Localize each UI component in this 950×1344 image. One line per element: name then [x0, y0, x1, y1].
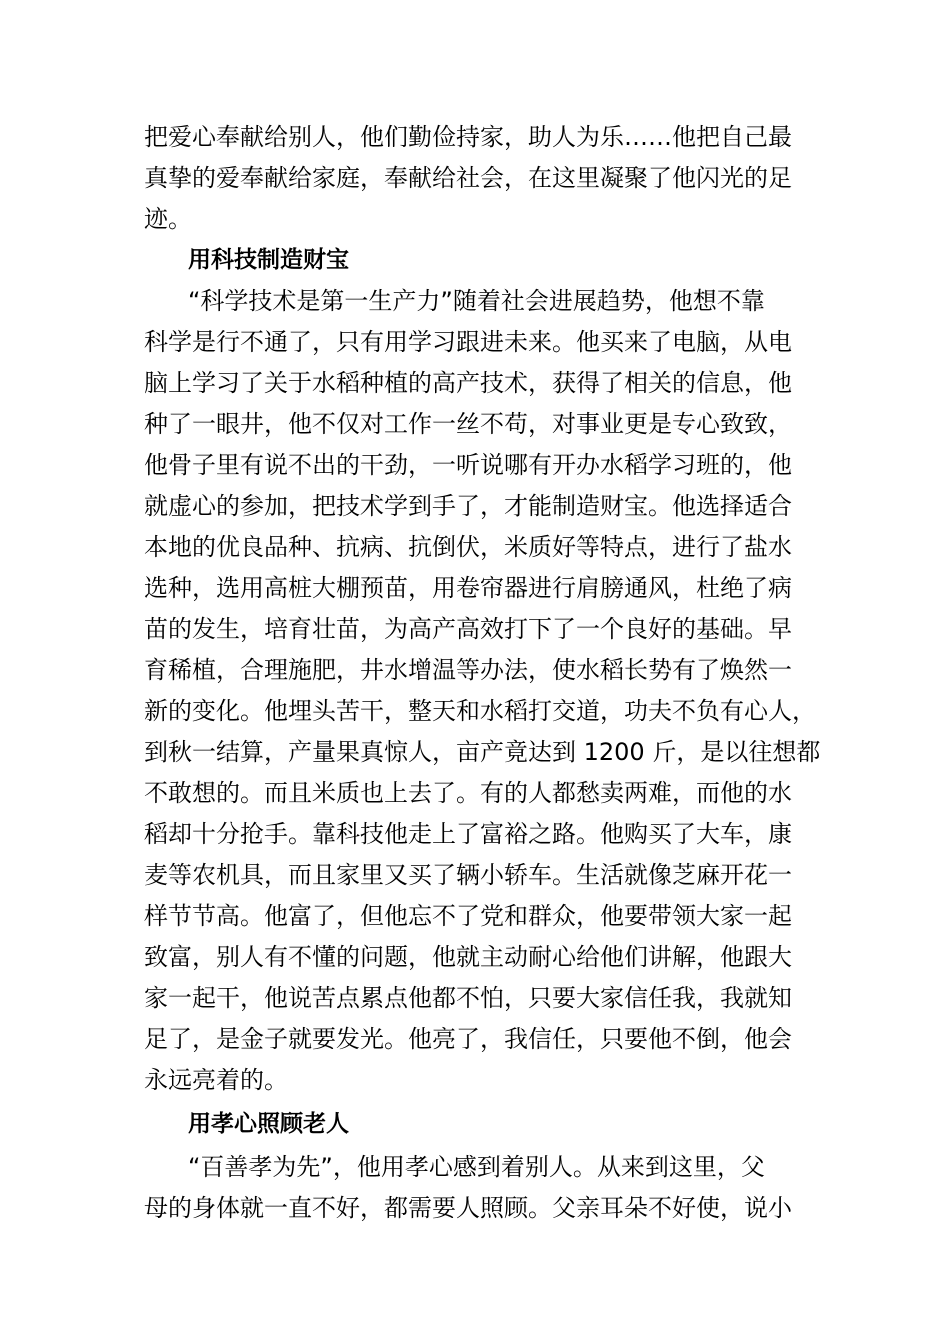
- paragraph-2-line-8: 选种，选用高桩大棚预苗，用卷帘器进行肩膀通风，杜绝了病: [144, 574, 792, 602]
- paragraph-2-line-19: 足了，是金子就要发光。他亮了，我信任，只要他不倒，他会: [144, 1025, 792, 1053]
- paragraph-2-line-4: 种了一眼井，他不仅对工作一丝不苟，对事业更是专心致致，: [144, 410, 792, 438]
- paragraph-1-line-1: 把爱心奉献给别人，他们勤俭持家，助人为乐……他把自己最: [144, 123, 792, 151]
- paragraph-2-line-2: 科学是行不通了，只有用学习跟进未来。他买来了电脑，从电: [144, 328, 792, 356]
- paragraph-2-line-5: 他骨子里有说不出的干劲，一听说哪有开办水稻学习班的，他: [144, 451, 792, 479]
- paragraph-2-line-1: “科学技术是第一生产力”随着社会进展趋势，他想不靠: [188, 287, 765, 315]
- paragraph-2-line-12: 到秋一结算，产量果真惊人，亩产竟达到 1200 斤，是以往想都: [144, 738, 821, 766]
- paragraph-2-line-15: 麦等农机具，而且家里又买了辆小轿车。生活就像芝麻开花一: [144, 861, 792, 889]
- paragraph-2-line-6: 就虚心的参加，把技术学到手了，才能制造财宝。他选择适合: [144, 492, 792, 520]
- paragraph-2-line-3: 脑上学习了关于水稻种植的高产技术，获得了相关的信息，他: [144, 369, 792, 397]
- paragraph-2-line-7: 本地的优良品种、抗病、抗倒伏，米质好等特点，进行了盐水: [144, 533, 792, 561]
- paragraph-1-line-3: 迹。: [144, 205, 192, 233]
- section-heading-filial-piety: 用孝心照顾老人: [188, 1111, 349, 1137]
- paragraph-2-line-17: 致富，别人有不懂的问题，他就主动耐心给他们讲解，他跟大: [144, 943, 792, 971]
- paragraph-2-line-14: 稻却十分抢手。靠科技他走上了富裕之路。他购买了大车，康: [144, 820, 792, 848]
- paragraph-2-line-9: 苗的发生，培育壮苗，为高产高效打下了一个良好的基础。早: [144, 615, 792, 643]
- paragraph-2-line-16: 样节节高。他富了，但他忘不了党和群众，他要带领大家一起: [144, 902, 792, 930]
- paragraph-2-line-18: 家一起干，他说苦点累点他都不怕，只要大家信任我，我就知: [144, 984, 792, 1012]
- section-heading-technology: 用科技制造财宝: [188, 247, 349, 273]
- paragraph-2-line-20: 永远亮着的。: [144, 1066, 288, 1094]
- paragraph-3-line-1: “百善孝为先”，他用孝心感到着别人。从来到这里，父: [188, 1153, 765, 1181]
- paragraph-2-line-10: 育稀植，合理施肥，井水增温等办法，使水稻长势有了焕然一: [144, 656, 792, 684]
- paragraph-2-line-11: 新的变化。他埋头苦干，整天和水稻打交道，功夫不负有心人，: [144, 697, 816, 725]
- paragraph-1-line-2: 真挚的爱奉献给家庭，奉献给社会，在这里凝聚了他闪光的足: [144, 164, 792, 192]
- paragraph-2-line-13: 不敢想的。而且米质也上去了。有的人都愁卖两难，而他的水: [144, 779, 792, 807]
- paragraph-3-line-2: 母的身体就一直不好，都需要人照顾。父亲耳朵不好使，说小: [144, 1194, 792, 1222]
